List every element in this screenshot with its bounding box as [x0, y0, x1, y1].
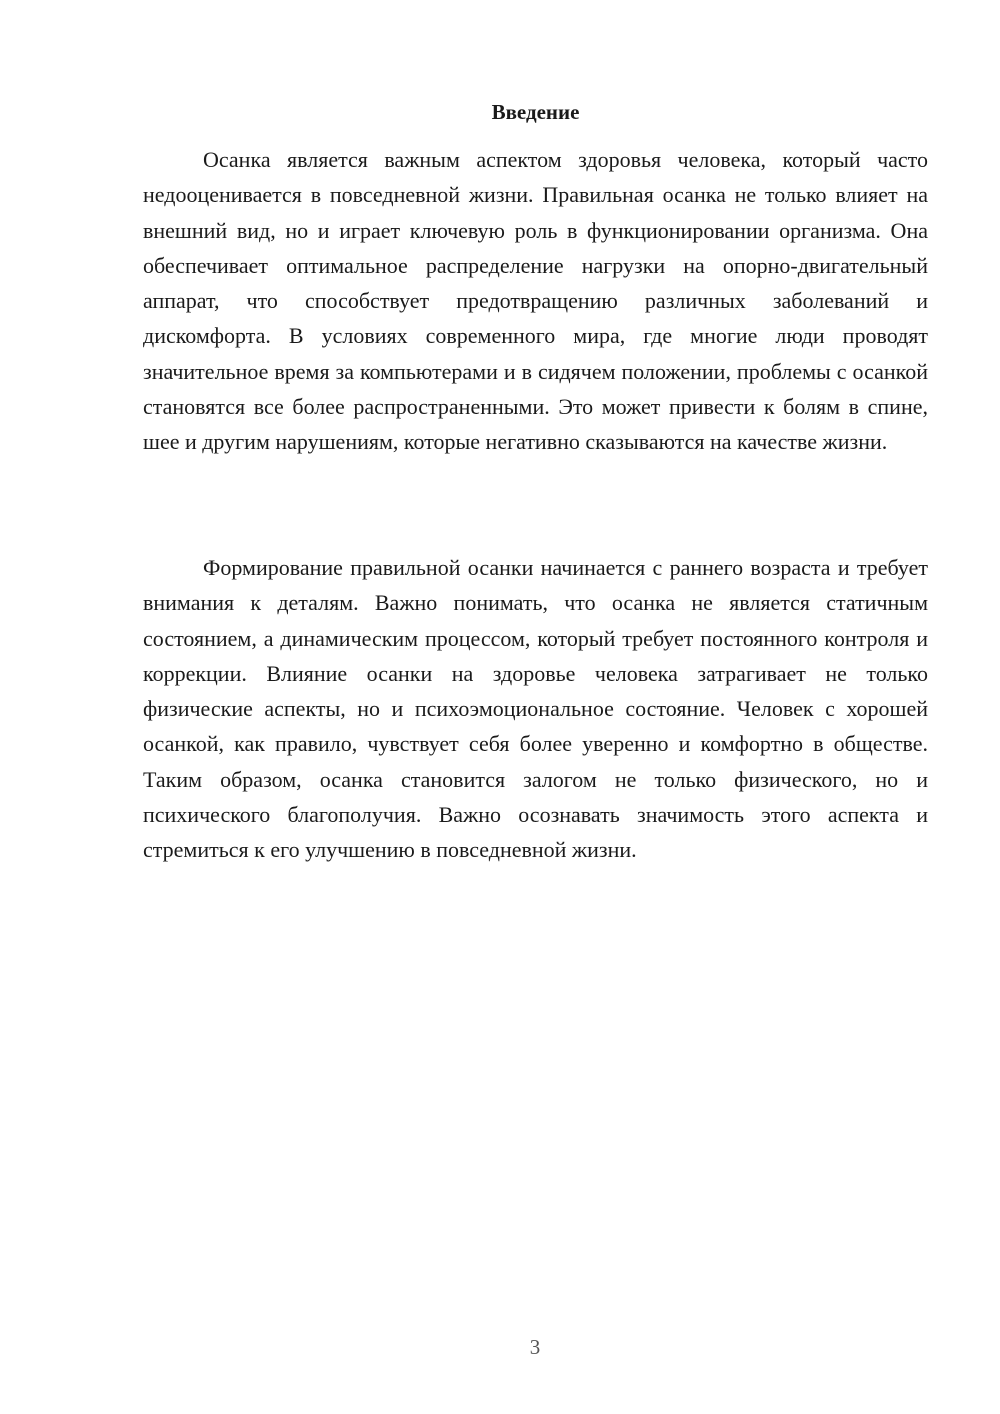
paragraph-1: Осанка является важным аспектом здоровья человека, который часто недооценивается в повседневной жизни. Правильная осанка не только влияет на внешний вид, но и играет ключевую роль в функционировании организма. Она обеспечивает оптимальное распределение нагрузки на опорно-двигательный аппарат, что способствует предотвращению различных заболеваний и дискомфорта. В условиях современного мира, где многие люди проводят значительное время за компьютерами и в сидячем положении, проблемы с осанкой становятся все более распространенными. Это может привести к болям в спине, шее и другим нарушениям, которые негативно сказываются на качестве жизни.	[143, 147, 928, 455]
page-number: 3	[529, 1335, 541, 1359]
section-title: Введение	[491, 100, 580, 124]
paragraph-2: Формирование правильной осанки начинается с раннего возраста и требует внимания к деталям. Важно понимать, что осанка не является статичным состоянием, а динамическим процессом, который требует постоянного контроля и коррекции. Влияние осанки на здоровье человека затрагивает не только физические аспекты, но и психоэмоциональное состояние. Человек с хорошей осанкой, как правило, чувствует себя более уверенно и комфортно в обществе. Таким образом, осанка становится залогом не только физического, но и психического благополучия. Важно осознавать значимость этого аспекта и стремиться к его улучшению в повседневной жизни.	[143, 555, 928, 863]
